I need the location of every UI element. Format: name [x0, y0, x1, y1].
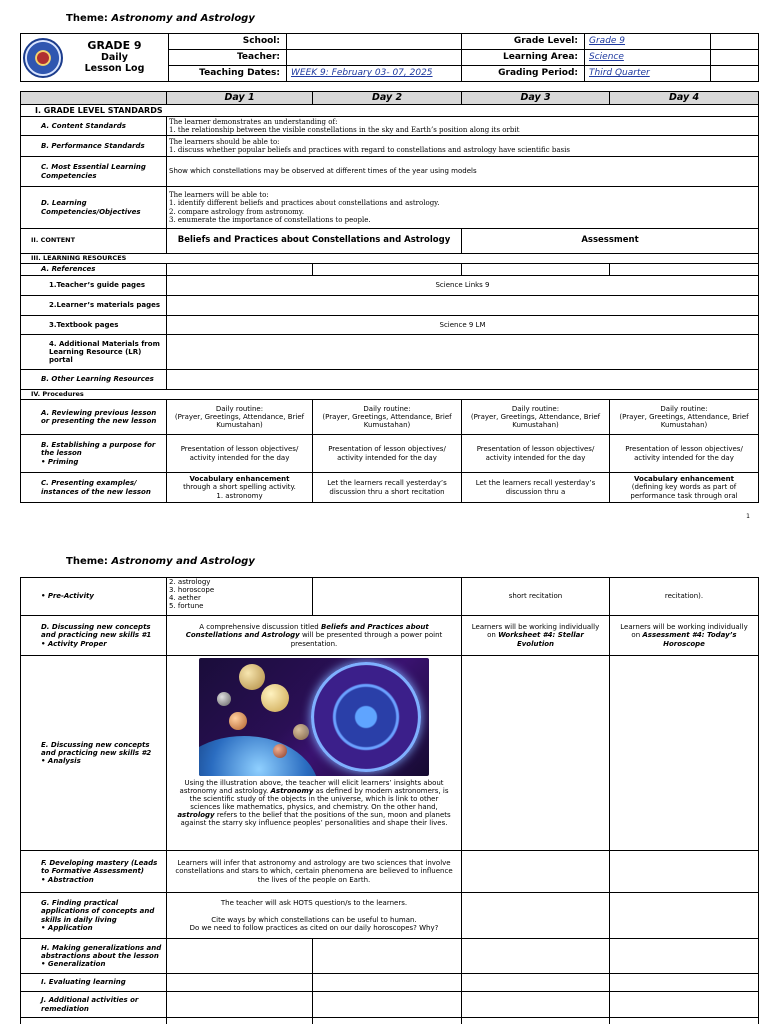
teacher-field[interactable]	[287, 50, 462, 66]
content-days-1-2: Beliefs and Practices about Constellations and Astrology	[167, 229, 462, 254]
planet-image	[273, 744, 287, 758]
textbook-pages-label: 3.Textbook pages	[21, 316, 167, 335]
content-days-3-4: Assessment	[462, 229, 759, 254]
content-label: II. CONTENT	[21, 229, 167, 254]
jupiter-image	[261, 684, 289, 712]
melc-text: Show which constellations may be observed at different times of the year using models	[167, 157, 759, 187]
planet-image	[293, 724, 309, 740]
practical-applications-label: G. Finding practical applications of concepts and skills in daily living • Application	[21, 893, 167, 939]
grade-level-value[interactable]: Grade 9	[585, 34, 711, 50]
analysis-text-2: as defined by modern astronomers, is the scientific study of the objects in the universe, which is link to other sciences like mathematics, physics, and chemistry. On the other hand,	[189, 787, 449, 812]
vocab-text-day4: (defining key words as part of performance task through oral	[630, 483, 738, 500]
theme-heading-page2	[66, 556, 255, 567]
theme-heading	[66, 13, 255, 24]
establishing-purpose-label: B. Establishing a purpose for the lesson • Priming	[21, 435, 167, 473]
references-label: A. References	[21, 264, 167, 276]
performance-standards-label: B. Performance Standards	[21, 136, 167, 157]
day4-header: Day 4	[610, 92, 759, 105]
melc-label: C. Most Essential Learning Competencies	[21, 157, 167, 187]
vocab-title-day4: Vocabulary enhancement	[634, 475, 734, 484]
routine-day3: Daily routine: (Prayer, Greetings, Attendance, Brief Kumustahan)	[462, 400, 610, 435]
examples-day3: Let the learners recall yesterday’s discussion thru a	[462, 473, 610, 503]
pre-activity-day1: 2. astrology 3. horoscope 4. aether 5. fortune	[167, 578, 313, 616]
examples-day2: Let the learners recall yesterday’s discussion thru a short recitation	[313, 473, 462, 503]
purpose-day4: Presentation of lesson objectives/ activity intended for the day	[610, 435, 759, 473]
additional-materials-label: 4. Additional Materials from Learning Resource (LR) portal	[21, 335, 167, 370]
examples-day1	[167, 473, 313, 503]
day3-header: Day 3	[462, 92, 610, 105]
theme-value: Astronomy and Astrology	[111, 13, 255, 24]
page-number: 1	[746, 513, 750, 520]
teachers-guide-value: Science Links 9	[167, 276, 759, 296]
vocab-title-day1: Vocabulary enhancement	[189, 475, 290, 484]
analysis-astrology-term: astrology	[177, 811, 215, 820]
additional-activities-label: J. Additional activities or remediation	[21, 992, 167, 1018]
learning-area-label: Learning Area:	[462, 50, 585, 66]
pre-activity-day3: short recitation	[462, 578, 610, 616]
evaluating-learning-label: I. Evaluating learning	[21, 974, 167, 992]
teaching-dates-value[interactable]: WEEK 9: February 03- 07, 2025	[287, 66, 462, 82]
reviewing-previous-lesson-label: A. Reviewing previous lesson or presenting the new lesson	[21, 400, 167, 435]
analysis-text-1: Using the illustration above, the teacher will elicit learners’ insights about astronomy and astrology.	[179, 779, 444, 796]
header-table	[20, 33, 759, 82]
developing-mastery-label: F. Developing mastery (Leads to Formative Assessment) • Abstraction	[21, 851, 167, 893]
purpose-day3: Presentation of lesson objectives/ activity intended for the day	[462, 435, 610, 473]
deped-seal-icon	[23, 38, 63, 78]
day1-header: Day 1	[167, 92, 313, 105]
abstraction-text: Learners will infer that astronomy and astrology are two sciences that involve constellations and stars to which, certain phenomena are believed to influence the lives of the people on Earth.	[167, 851, 462, 893]
vocab-text-day1: through a short spelling activity. 1. astronomy	[183, 483, 296, 500]
content-standards-label: A. Content Standards	[21, 117, 167, 136]
astronomy-astrology-illustration	[199, 658, 429, 776]
earth-image	[199, 736, 319, 776]
analysis-text-3: refers to the belief that the positions of the sun, moon and planets against the starry sky influence peoples’ personalities and shape their lives.	[180, 811, 451, 828]
section-learning-resources: III. LEARNING RESOURCES	[21, 254, 759, 264]
dll-title: Daily Lesson Log	[84, 51, 145, 74]
lesson-table-page1	[20, 91, 759, 503]
analysis-day1-2	[167, 656, 462, 851]
zodiac-wheel-image	[311, 662, 421, 772]
discussion-day1-2	[167, 616, 462, 656]
pre-activity-day4: recitation).	[610, 578, 759, 616]
teaching-dates-label: Teaching Dates:	[169, 66, 287, 82]
purpose-day1: Presentation of lesson objectives/ activity intended for the day	[167, 435, 313, 473]
day2-header: Day 2	[313, 92, 462, 105]
grade-title: GRADE 9	[87, 39, 142, 53]
theme-value-page2: Astronomy and Astrology	[111, 556, 255, 567]
grading-period-value[interactable]: Third Quarter	[585, 66, 711, 82]
assessment-day4	[610, 616, 759, 656]
learning-competencies-text: The learners will be able to: 1. identify different beliefs and practices about constellations and astrology. 2. compare astrology from astronomy. 3. enumerate the importance of constellations to people.	[167, 187, 759, 229]
application-text: The teacher will ask HOTS question/s to the learners. Cite ways by which constellations can be useful to human. Do we need to follow practices as cited on our daily horoscopes? Why?	[167, 893, 462, 939]
school-field[interactable]	[287, 34, 462, 50]
teachers-guide-label: 1.Teacher’s guide pages	[21, 276, 167, 296]
worksheet-title: Worksheet #4: Stellar Evolution	[498, 631, 584, 648]
discussing-concepts-2-label: E. Discussing new concepts and practicing new skills #2 • Analysis	[21, 656, 167, 851]
learners-materials-label: 2.Learner’s materials pages	[21, 296, 167, 316]
purpose-day2: Presentation of lesson objectives/ activity intended for the day	[313, 435, 462, 473]
discussion-text-intro: A comprehensive discussion titled	[199, 623, 321, 632]
theme-label: Theme:	[66, 13, 108, 24]
discussion-text-outro: will be presented through a power point presentation.	[290, 631, 443, 648]
school-label: School:	[169, 34, 287, 50]
discussing-concepts-1-label: D. Discussing new concepts and practicing new skills #1 • Activity Proper	[21, 616, 167, 656]
routine-day4: Daily routine: (Prayer, Greetings, Attendance, Brief Kumustahan)	[610, 400, 759, 435]
moon-image	[217, 692, 231, 706]
pre-activity-label: • Pre-Activity	[21, 578, 167, 616]
worksheet-intro: Learners will be working individually on	[471, 623, 600, 640]
lesson-table-page2	[20, 577, 759, 1024]
grade-level-label: Grade Level:	[462, 34, 585, 50]
presenting-examples-label: C. Presenting examples/ instances of the new lesson	[21, 473, 167, 503]
learning-competencies-label: D. Learning Competencies/Objectives	[21, 187, 167, 229]
saturn-image	[239, 664, 265, 690]
discussion-title: Beliefs and Practices about Constellations and Astrology	[185, 623, 429, 640]
analysis-astronomy-term: Astronomy	[270, 787, 314, 796]
routine-day1: Daily routine: (Prayer, Greetings, Attendance, Brief Kumustahan)	[167, 400, 313, 435]
planet-image	[229, 712, 247, 730]
assessment-intro: Learners will be working individually on	[620, 623, 748, 640]
analysis-text	[169, 778, 459, 828]
content-standards-text: The learner demonstrates an understanding of: 1. the relationship between the visible constellations in the sky and Earth’s position along its orbit	[167, 117, 759, 136]
examples-day4	[610, 473, 759, 503]
worksheet-day3	[462, 616, 610, 656]
grading-period-label: Grading Period:	[462, 66, 585, 82]
teacher-label: Teacher:	[169, 50, 287, 66]
routine-day2: Daily routine: (Prayer, Greetings, Attendance, Brief Kumustahan)	[313, 400, 462, 435]
performance-standards-text: The learners should be able to: 1. discuss whether popular beliefs and practices with regard to constellations and astrology have scientific basis	[167, 136, 759, 157]
learning-area-value[interactable]: Science	[585, 50, 711, 66]
other-resources-label: B. Other Learning Resources	[21, 370, 167, 390]
generalization-label: H. Making generalizations and abstractions about the lesson • Generalization	[21, 939, 167, 974]
assessment-title: Assessment #4: Today’s Horoscope	[642, 631, 737, 648]
section-grade-level-standards: I. GRADE LEVEL STANDARDS	[21, 105, 759, 117]
section-procedures: IV. Procedures	[21, 390, 759, 400]
textbook-pages-value: Science 9 LM	[167, 316, 759, 335]
logo-cell	[21, 34, 169, 82]
theme-label-page2: Theme:	[66, 556, 108, 567]
